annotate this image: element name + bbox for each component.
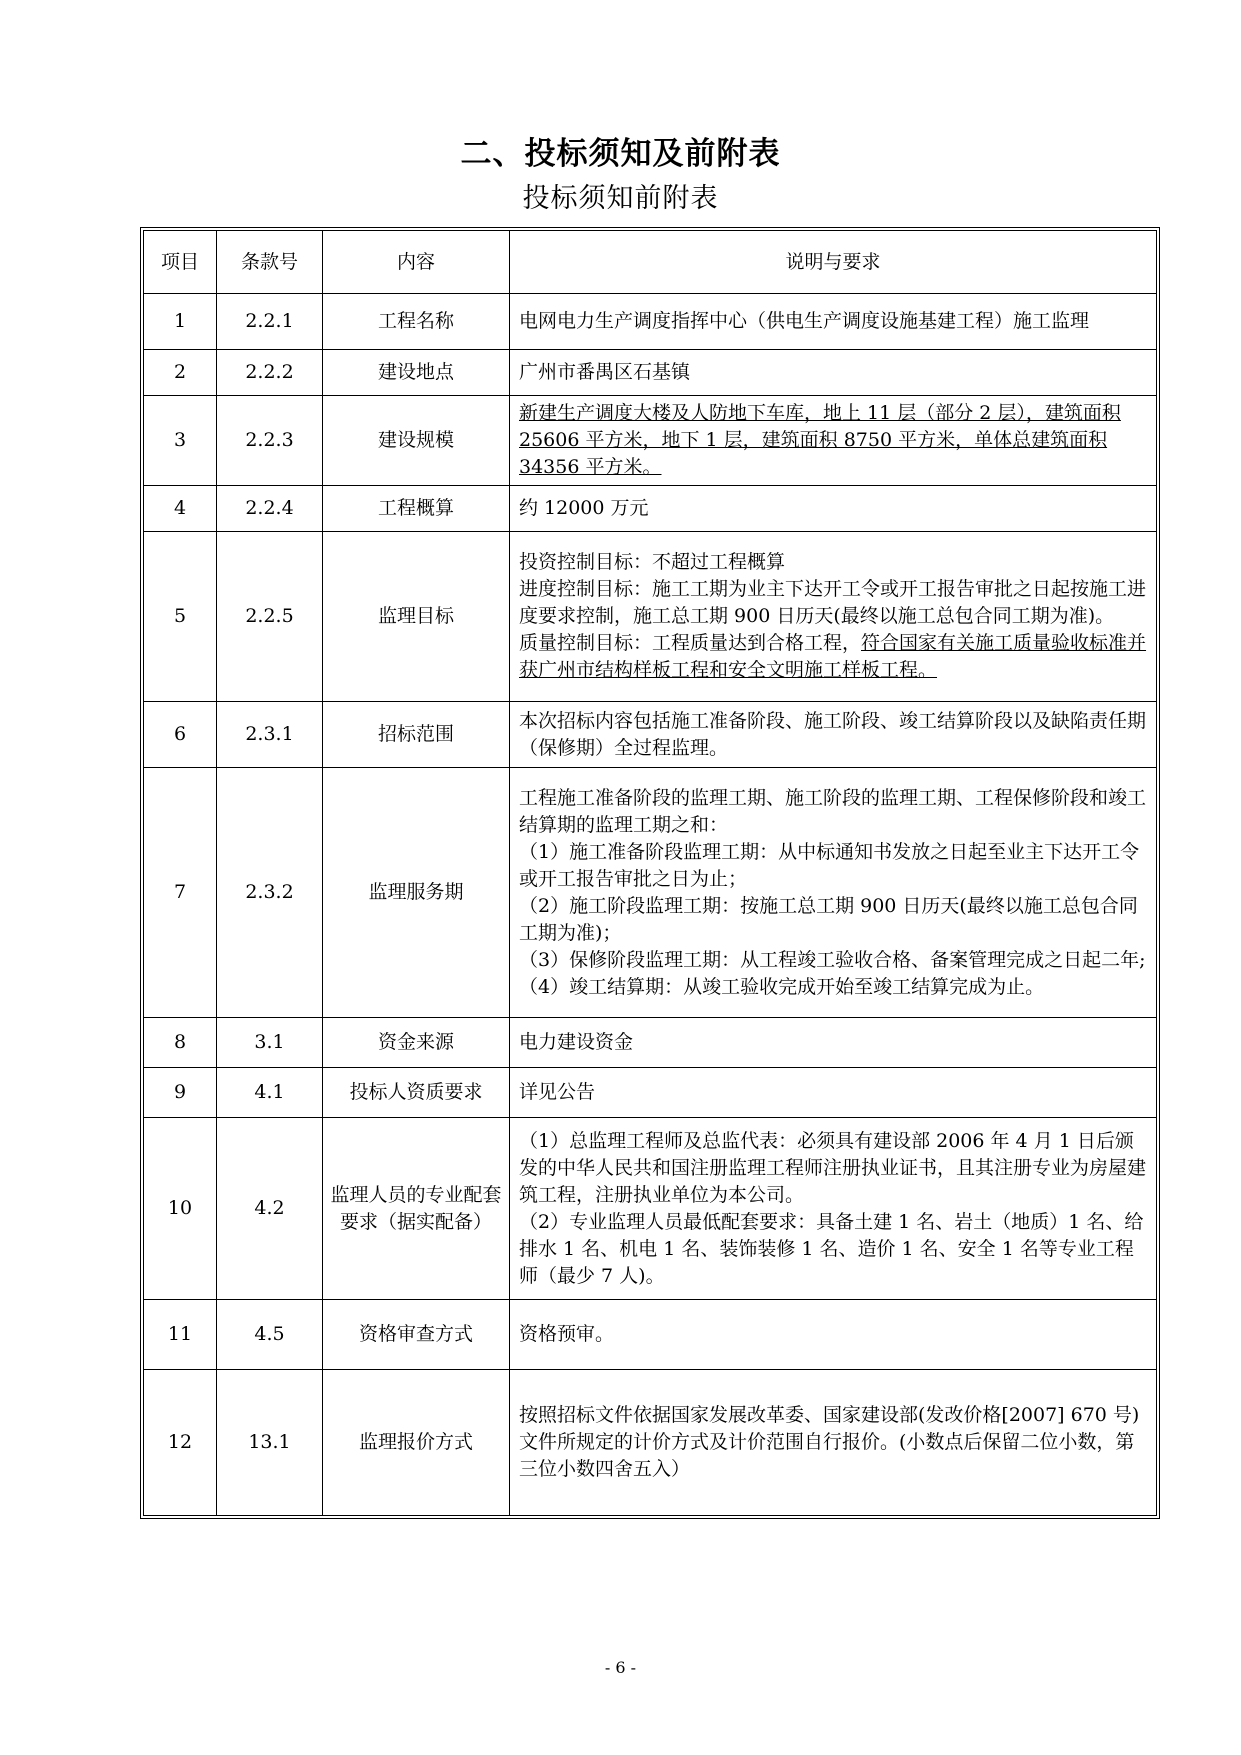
row-index: 12 <box>144 1370 217 1516</box>
row-description: 本次招标内容包括施工准备阶段、施工阶段、竣工结算阶段以及缺陷责任期（保修期）全过程监理。 <box>510 702 1157 768</box>
description-text: 质量控制目标：工程质量达到合格工程， <box>519 632 862 654</box>
row-clause: 2.2.2 <box>217 350 323 396</box>
row-index: 5 <box>144 532 217 702</box>
row-content: 资金来源 <box>323 1018 510 1068</box>
row-description: 按照招标文件依据国家发展改革委、国家建设部(发改价格[2007] 670 号)文件所规定的计价方式及计价范围自行报价。(小数点后保留二位小数，第三位小数四舍五入） <box>510 1370 1157 1516</box>
row-index: 3 <box>144 396 217 486</box>
row-description <box>510 768 1157 1018</box>
row-content: 资格审查方式 <box>323 1300 510 1370</box>
table-row <box>144 1118 1157 1300</box>
description-line: （3）保修阶段监理工期：从工程竣工验收合格、备案管理完成之日起二年; <box>519 948 1146 971</box>
row-clause: 2.2.1 <box>217 294 323 350</box>
row-description: 新建生产调度大楼及人防地下车库，地上 11 层（部分 2 层），建筑面积 25606 平方米，地下 1 层，建筑面积 8750 平方米，单体总建筑面积 34356 平方米。 <box>510 396 1157 486</box>
table-row <box>144 396 1157 486</box>
description-underlined-text: 符合国家有关施工质量验收标准并获广州市结构样板工程和安全文明施工样板工程。 <box>519 632 1147 681</box>
row-content: 监理人员的专业配套要求（据实配备） <box>323 1118 510 1300</box>
description-line: （1）总监理工程师及总监代表：必须具有建设部 2006 年 4 月 1 日后颁发的中华人民共和国注册监理工程师注册执业证书，且其注册专业为房屋建筑工程，注册执业单位为本公司。 <box>519 1129 1147 1206</box>
row-index: 11 <box>144 1300 217 1370</box>
row-description: 广州市番禺区石基镇 <box>510 350 1157 396</box>
row-index: 4 <box>144 486 217 532</box>
row-index: 2 <box>144 350 217 396</box>
table-row <box>144 1370 1157 1516</box>
description-line: （1）施工准备阶段监理工期：从中标通知书发放之日起至业主下达开工令或开工报告审批之日为止； <box>519 840 1140 890</box>
row-clause: 4.2 <box>217 1118 323 1300</box>
row-index: 9 <box>144 1068 217 1118</box>
row-content: 投标人资质要求 <box>323 1068 510 1118</box>
header-index: 项目 <box>144 231 217 294</box>
row-content: 工程概算 <box>323 486 510 532</box>
row-content: 工程名称 <box>323 294 510 350</box>
table-row <box>144 532 1157 702</box>
header-content: 内容 <box>323 231 510 294</box>
instructions-table <box>140 227 1160 1519</box>
header-description: 说明与要求 <box>510 231 1157 294</box>
row-index: 10 <box>144 1118 217 1300</box>
table-row <box>144 1300 1157 1370</box>
row-content: 监理服务期 <box>323 768 510 1018</box>
section-title: 二、投标须知及前附表 <box>460 136 781 172</box>
row-description: 电力建设资金 <box>510 1018 1157 1068</box>
table-row <box>144 486 1157 532</box>
row-clause: 4.5 <box>217 1300 323 1370</box>
description-line: （2）专业监理人员最低配套要求：具备土建 1 名、岩土（地质）1 名、给排水 1 名、机电 1 名、装饰装修 1 名、造价 1 名、安全 1 名等专业工程师（最少 7 人)。 <box>519 1210 1144 1287</box>
table-row <box>144 350 1157 396</box>
row-index: 7 <box>144 768 217 1018</box>
row-clause: 4.1 <box>217 1068 323 1118</box>
row-clause: 13.1 <box>217 1370 323 1516</box>
description-line: （2）施工阶段监理工期：按施工总工期 900 日历天(最终以施工总包合同工期为准)； <box>519 894 1138 944</box>
row-description: 电网电力生产调度指挥中心（供电生产调度设施基建工程）施工监理 <box>510 294 1157 350</box>
description-line <box>519 630 1147 684</box>
row-description <box>510 532 1157 702</box>
row-index: 1 <box>144 294 217 350</box>
table-row <box>144 1068 1157 1118</box>
row-clause: 2.3.1 <box>217 702 323 768</box>
description-line: 投资控制目标：不超过工程概算 <box>519 551 786 573</box>
description-line: 进度控制目标：施工工期为业主下达开工令或开工报告审批之日起按施工进度要求控制，施工总工期 900 日历天(最终以施工总包合同工期为准)。 <box>519 578 1147 627</box>
header-clause: 条款号 <box>217 231 323 294</box>
row-clause: 2.2.5 <box>217 532 323 702</box>
row-index: 8 <box>144 1018 217 1068</box>
row-description <box>510 1118 1157 1300</box>
table-header-row <box>144 231 1157 294</box>
table-row <box>144 768 1157 1018</box>
row-description: 详见公告 <box>510 1068 1157 1118</box>
row-content: 建设地点 <box>323 350 510 396</box>
row-index: 6 <box>144 702 217 768</box>
row-clause: 3.1 <box>217 1018 323 1068</box>
table-title: 投标须知前附表 <box>522 183 719 214</box>
row-content: 监理目标 <box>323 532 510 702</box>
table-row <box>144 294 1157 350</box>
row-clause: 2.2.4 <box>217 486 323 532</box>
row-content: 建设规模 <box>323 396 510 486</box>
row-clause: 2.3.2 <box>217 768 323 1018</box>
row-clause: 2.2.3 <box>217 396 323 486</box>
row-content: 监理报价方式 <box>323 1370 510 1516</box>
row-content: 招标范围 <box>323 702 510 768</box>
description-line: （4）竣工结算期：从竣工验收完成开始至竣工结算完成为止。 <box>519 975 1045 998</box>
table-row <box>144 1018 1157 1068</box>
row-description: 资格预审。 <box>510 1300 1157 1370</box>
row-description: 约 12000 万元 <box>510 486 1157 532</box>
description-line: 工程施工准备阶段的监理工期、施工阶段的监理工期、工程保修阶段和竣工结算期的监理工期之和： <box>519 786 1147 836</box>
table-row <box>144 702 1157 768</box>
page-number: - 6 - <box>604 1658 637 1677</box>
